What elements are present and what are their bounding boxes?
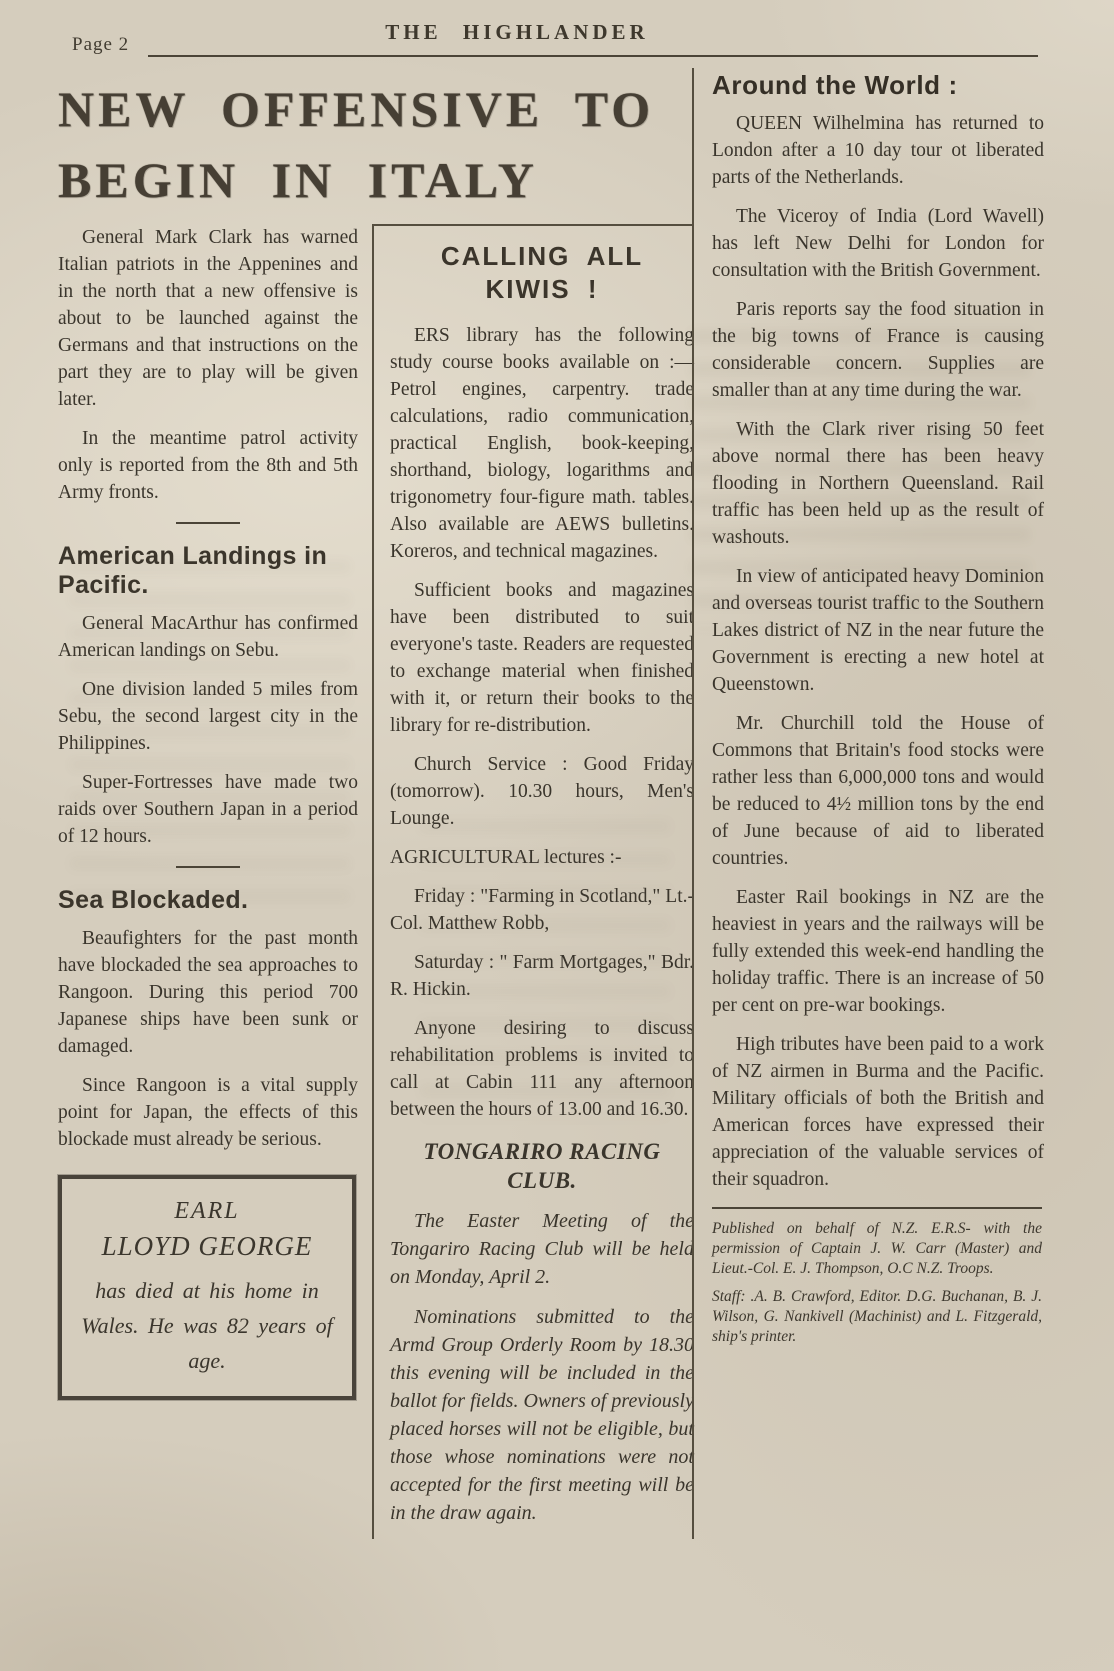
paragraph: ERS library has the following study course books available on :—Petrol engines, carpentry. trade calculations, radio communication, practical English, book-keeping, shorthand, biology, logarithms and trigonometry four-figure math. tables. Also available are AEWS bulletins. Koreros, and technical magazines. xyxy=(390,325,694,562)
kiwis-heading-line-1: CALLING ALL xyxy=(440,241,644,271)
paragraph: Church Service : Good Friday (tomorrow). 10.30 hours, Men's Lounge. xyxy=(390,754,694,829)
obituary-body: has died at his home in Wales. He was 82 years of age. xyxy=(81,1278,333,1373)
headline-line-2: BEGIN IN ITALY xyxy=(58,152,538,208)
column-pair xyxy=(58,224,692,1539)
paragraph: Super-Fortresses have made two raids over Southern Japan in a period of 12 hours. xyxy=(58,772,358,847)
colophon-line: Staff: .A. B. Crawford, Editor. D.G. Buchanan, B. J. Wilson, G. Nankivell (Machinist) and L. Fitzgerald, ship's printer. xyxy=(712,1288,1042,1345)
paragraph: The Easter Meeting of the Tongariro Racing Club will be held on Monday, April 2. xyxy=(390,1210,694,1288)
paragraph: The Viceroy of India (Lord Wavell) has left New Delhi for London for consultation with the British Government. xyxy=(712,206,1044,281)
paragraph: High tributes have been paid to a work of NZ airmen in Burma and the Pacific. Military officials of both the British and American forces have expressed their appreciation of the valuable services of their squadron. xyxy=(712,1034,1044,1190)
lectures-heading: AGRICULTURAL lectures :- xyxy=(390,847,622,868)
section-heading-pacific: American Landings in Pacific. xyxy=(58,542,328,599)
column-left xyxy=(58,224,372,1539)
paragraph: One division landed 5 miles from Sebu, the second largest city in the Philippines. xyxy=(58,679,358,754)
section-heading-blockade: Sea Blockaded. xyxy=(58,886,249,914)
colophon-line: Published on behalf of N.Z. E.R.S- with the permission of Captain J. W. Carr (Master) and Lieut.-Col. E. J. Thompson, O.C N.Z. Troops. xyxy=(712,1220,1042,1277)
paragraph: In view of anticipated heavy Dominion and overseas tourist traffic to the Southern Lakes district of NZ in the near future the Government is erecting a new hotel at Queenstown. xyxy=(712,566,1044,695)
column-middle xyxy=(372,224,694,1539)
page-header xyxy=(0,0,1114,64)
section-divider xyxy=(176,866,240,868)
racing-heading-line-1: TONGARIRO RACING xyxy=(423,1139,661,1164)
obituary-box xyxy=(58,1175,356,1400)
section-divider xyxy=(176,522,240,524)
paragraph: General MacArthur has confirmed American landings on Sebu. xyxy=(58,613,358,661)
paragraph: Mr. Churchill told the House of Commons that Britain's food stocks were rather less than 6,000,000 tons and would be reduced to 4½ million tons by the end of June because of aid to liberated countries. xyxy=(712,713,1044,869)
lecture-item: Friday : "Farming in Scotland," Lt.-Col. Matthew Robb, xyxy=(390,886,694,934)
lecture-item: Saturday : " Farm Mortgages," Bdr. R. Hickin. xyxy=(390,952,694,1000)
paragraph: Beaufighters for the past month have blockaded the sea approaches to Rangoon. During this period 700 Japanese ships have been sunk or damaged. xyxy=(58,928,358,1057)
section-heading-racing xyxy=(390,1137,694,1195)
paragraph: With the Clark river rising 50 feet above normal there has been heavy flooding in Northern Queensland. Rail traffic has been held up as the result of washouts. xyxy=(712,419,1044,548)
paragraph: Nominations submitted to the Armd Group Orderly Room by 18.30 this evening will be included in the ballot for fields. Owners of previously placed horses will not be eligible, but those whose nominations were not accepted for the first meeting will be in the draw again. xyxy=(390,1306,694,1524)
obituary-title-line: EARL xyxy=(174,1198,240,1224)
main-story-block xyxy=(58,68,692,1539)
page-number: Page 2 xyxy=(72,34,130,55)
main-headline xyxy=(58,74,692,216)
colophon xyxy=(712,1207,1042,1347)
paragraph: Anyone desiring to discuss rehabilitation problems is invited to call at Cabin 111 any afternoon between the hours of 13.00 and 16.30. xyxy=(390,1018,694,1120)
kiwis-heading-line-2: KIWIS ! xyxy=(485,274,599,304)
masthead-title: THE HIGHLANDER xyxy=(385,20,649,44)
column-right xyxy=(692,68,1044,1539)
paragraph: General Mark Clark has warned Italian patriots in the Appenines and in the north that a new offensive is about to be launched against the Germans and that instructions on the part they are to play will be given later. xyxy=(58,227,358,410)
paragraph: Easter Rail bookings in NZ are the heaviest in years and the railways will be fully extended this week-end handling the holiday traffic. There is an increase of 50 per cent on pre-war bookings. xyxy=(712,887,1044,1016)
paragraph: Sufficient books and magazines have been distributed to suit everyone's taste. Readers are requested to exchange material when finished with it, or return their books to the library for re-distribution. xyxy=(390,580,694,736)
obituary-name-line: LLOYD GEORGE xyxy=(101,1231,313,1261)
section-heading-world: Around the World : xyxy=(712,70,958,100)
page-content xyxy=(0,64,1114,1539)
header-rule xyxy=(148,55,1038,57)
paragraph: Paris reports say the food situation in the big towns of France is causing considerable concern. Supplies are smaller than at any time during the war. xyxy=(712,299,1044,401)
paragraph: In the meantime patrol activity only is reported from the 8th and 5th Army fronts. xyxy=(58,428,358,503)
paragraph: Since Rangoon is a vital supply point for Japan, the effects of this blockade must already be serious. xyxy=(58,1075,358,1150)
racing-heading-line-2: CLUB. xyxy=(507,1168,577,1193)
paragraph: QUEEN Wilhelmina has returned to London after a 10 day tour ot liberated parts of the Netherlands. xyxy=(712,113,1044,188)
headline-line-1: NEW OFFENSIVE TO xyxy=(58,81,655,137)
section-heading-kiwis xyxy=(390,240,694,306)
